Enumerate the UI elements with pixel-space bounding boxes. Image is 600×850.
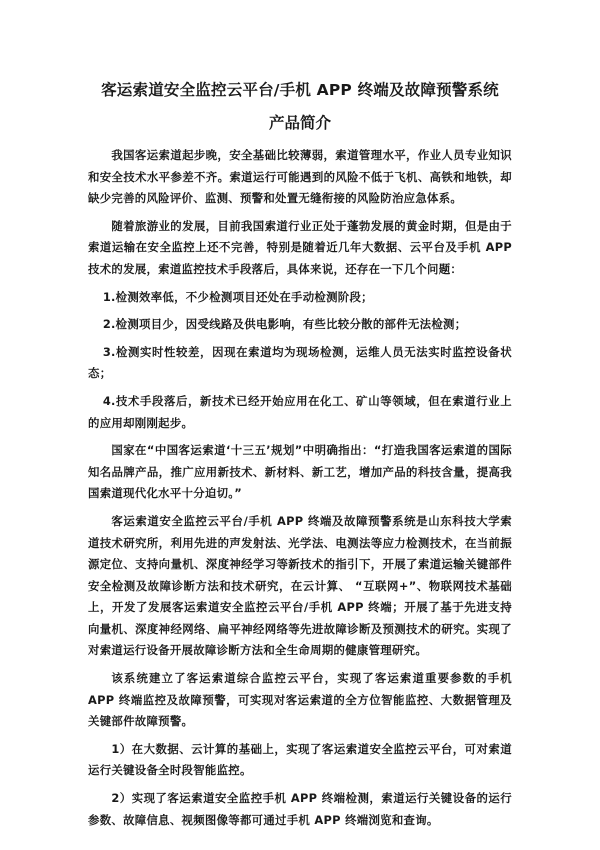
document-body [88,145,512,831]
feature-item: 2）实现了客运索道安全监控手机 APP 终端检测，索道运行关键设备的运行参数、故障信息、视频图像等都可通过手机 APP 终端浏览和查询。 [88,791,512,827]
issue-item: 1.检测效率低，不少检测项目还处在手动检测阶段； [102,289,373,304]
document-title: 客运索道安全监控云平台/手机 APP 终端及故障预警系统 [101,81,499,99]
paragraph-intro: 我国客运索道起步晚，安全基础比较薄弱，索道管理水平，作业人员专业知识和安全技术水平参差不齐。索道运行可能遇到的风险不低于飞机、高铁和地铁，却缺少完善的风险评价、监测、预警和处置无缝衔接的风险防治应急体系。 [88,148,512,206]
paragraph-system-summary: 该系统建立了客运索道综合监控云平台，实现了客运索道重要参数的手机 APP 终端监控及故障预警，可实现对客运索道的全方位智能监控、大数据管理及关键部件故障预警。 [88,671,512,729]
paragraph-background: 随着旅游业的发展，目前我国索道行业正处于蓬勃发展的黄金时期，但是由于索道运输在安全监控上还不完善，特别是随着近几年大数据、云平台及手机 APP 技术的发展，索道监控技术手段落后，具体来说，还存在一下几个问题： [88,218,512,276]
paragraph-system-description: 客运索道安全监控云平台/手机 APP 终端及故障预警系统是山东科技大学索道技术研究所，利用先进的声发射法、光学法、电测法等应力检测技术，在当前振源定位、支持向量机、深度神经学习等新技术的指引下，开展了索道运输关键部件安全检测及故障诊断方法和技术研究，在云计算、 “互联网+”、物联网技术基础上，开发了发展客运索道安全监控云平台/手机 APP 终端；开展了基于先进支持向量机、深度神经网络、扁平神经网络等先进故障诊断及预测技术的研究。实现了对索道运行设备开展故障诊断方法和全生命周期的健康管理研究。 [88,513,512,658]
paragraph-policy: 国家在“中国客运索道‘十三五’规划”中明确指出：“打造我国客运索道的国际知名品牌产品，推广应用新技术、新材料、新工艺，增加产品的科技含量，提高我国索道现代化水平十分迫切。” [88,443,512,501]
feature-item: 1）在大数据、云计算的基础上，实现了客运索道安全监控云平台，可对索道运行关键设备全时段智能监控。 [88,741,512,778]
document-subtitle: 产品简介 [268,114,331,132]
issue-item: 2.检测项目少，因受线路及供电影响，有些比较分散的部件无法检测； [102,317,467,332]
issue-item: 4.技术手段落后，新技术已经开始应用在化工、矿山等领域，但在索道行业上的应用却刚刚起步。 [88,393,512,430]
issue-item: 3.检测实时性较差，因现在索道均为现场检测，运维人员无法实时监控设备状态； [88,344,512,381]
